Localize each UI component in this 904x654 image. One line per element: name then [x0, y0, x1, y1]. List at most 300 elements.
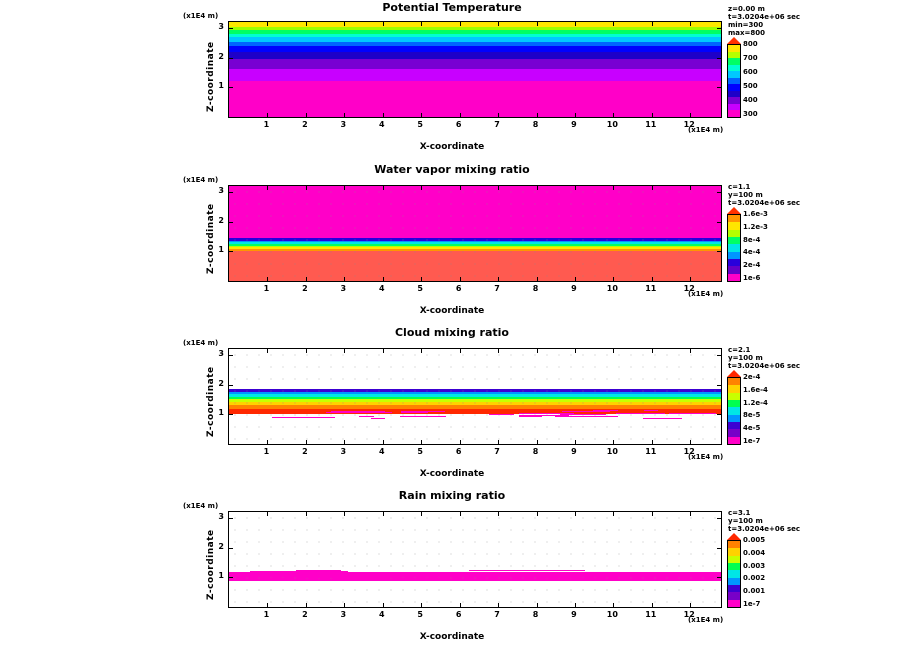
- x-tick-label: 7: [494, 447, 500, 456]
- x-tick-label: 8: [532, 120, 539, 129]
- x-tick-label: 3: [340, 447, 347, 456]
- x-tick-top: [306, 186, 307, 190]
- colorbar-top-arrow: [727, 533, 741, 540]
- x-tick: [537, 113, 538, 117]
- x-tick-label: 2: [302, 447, 308, 456]
- rain-contour-streak: [541, 577, 573, 578]
- y-tick-right: [717, 192, 721, 193]
- plot-area-1: [228, 21, 722, 118]
- x-tick: [690, 277, 691, 281]
- rain-contour-streak: [649, 579, 685, 580]
- panel-rain-mixing: [0, 488, 904, 654]
- contour-band: [229, 42, 721, 47]
- x-tick-label: 10: [606, 610, 618, 619]
- contour-streak: [519, 416, 542, 417]
- annotation-line: c=1.1: [728, 183, 751, 191]
- x-tick: [460, 113, 461, 117]
- annotation-line: max=800: [728, 29, 766, 37]
- x-tick-label: 5: [417, 120, 423, 129]
- y-tick-right: [717, 577, 721, 578]
- x-tick-label: 5: [417, 284, 423, 293]
- x-tick-top: [267, 512, 268, 516]
- x-tick-top: [613, 22, 614, 26]
- x-axis-label-4: X-coordinate: [419, 632, 485, 642]
- chart-title-2: Water vapor mixing ratio: [374, 163, 530, 176]
- x-tick-top: [344, 512, 345, 516]
- x-tick-top: [421, 349, 422, 353]
- x-tick-top: [460, 22, 461, 26]
- x-tick-label: 9: [571, 120, 577, 129]
- y-tick: [229, 577, 233, 578]
- rain-contour-streak: [361, 572, 405, 573]
- y-tick-label: 2: [218, 51, 224, 61]
- x-tick-label: 7: [494, 120, 500, 129]
- x-tick-top: [575, 349, 576, 353]
- rain-contour-streak: [278, 571, 304, 572]
- colorbar-tick-label: 500: [743, 82, 758, 90]
- x-tick-top: [575, 22, 576, 26]
- colorbar-top-arrow: [727, 37, 741, 44]
- x-tick-label: 11: [645, 610, 657, 619]
- x-tick-top: [537, 22, 538, 26]
- x-tick-top: [690, 186, 691, 190]
- x-tick-label: 3: [340, 120, 347, 129]
- x-tick-label: 9: [571, 610, 577, 619]
- x-tick-label: 11: [645, 447, 657, 456]
- annotation-line: t=3.0204e+06 sec: [728, 199, 801, 207]
- x-tick-label: 6: [455, 284, 462, 293]
- colorbar-tick-label: 1.2e-3: [743, 222, 768, 231]
- y-tick: [229, 414, 233, 415]
- x-tick-top: [498, 22, 499, 26]
- x-tick-top: [537, 512, 538, 516]
- colorbar-tick-label: 4e-4: [743, 248, 761, 257]
- y-tick-right: [717, 87, 721, 88]
- colorbar-tick-label: 700: [743, 54, 758, 62]
- contour-streak: [371, 418, 385, 419]
- y-tick-right: [717, 58, 721, 59]
- x-tick: [344, 440, 345, 444]
- chart-title-1: Potential Temperature: [382, 1, 522, 14]
- colorbar-tick-label: 8e-4: [743, 235, 761, 244]
- contour-streak: [489, 414, 514, 415]
- y-axis-label-2: Z-coordinate: [206, 203, 216, 274]
- x-tick: [267, 277, 268, 281]
- y-tick-label: 1: [218, 245, 224, 255]
- contour-streak: [593, 410, 618, 411]
- x-tick-label: 10: [606, 284, 618, 293]
- x-tick-top: [613, 186, 614, 190]
- y-tick-right: [717, 28, 721, 29]
- colorbar-tick-label: 1.6e-3: [743, 210, 768, 218]
- grid-dots: [229, 512, 721, 607]
- x-tick-top: [421, 22, 422, 26]
- rain-contour-streak: [525, 576, 574, 577]
- x-axis-label-3: X-coordinate: [419, 469, 485, 479]
- y-tick-right: [717, 518, 721, 519]
- contour-streak: [536, 413, 575, 414]
- contour-streak: [669, 413, 716, 414]
- y-tick-label: 3: [218, 348, 224, 358]
- grid-dots: [229, 186, 721, 281]
- rain-contour-streak: [340, 578, 387, 579]
- x-tick: [575, 113, 576, 117]
- x-tick-top: [344, 22, 345, 26]
- x-tick-label: 6: [455, 120, 462, 129]
- x-tick-top: [306, 349, 307, 353]
- x-tick: [613, 113, 614, 117]
- contour-streak: [643, 418, 682, 419]
- colorbar-3: [727, 377, 741, 445]
- y-unit-2: (x1E4 m): [183, 176, 219, 184]
- x-tick-label: 6: [455, 447, 462, 456]
- x-tick-label: 5: [417, 610, 423, 619]
- x-tick: [421, 603, 422, 607]
- colorbar-1: [727, 44, 741, 118]
- x-tick-top: [267, 186, 268, 190]
- x-tick-label: 1: [263, 120, 270, 129]
- x-tick: [575, 603, 576, 607]
- x-tick-top: [460, 186, 461, 190]
- annotation-line: y=100 m: [728, 191, 763, 199]
- rain-contour-streak: [253, 571, 277, 572]
- colorbar-4: [727, 540, 741, 608]
- x-tick: [267, 440, 268, 444]
- y-tick-label: 1: [218, 408, 224, 418]
- x-tick-top: [498, 349, 499, 353]
- colorbar-top-arrow: [727, 370, 741, 377]
- y-tick-right: [717, 355, 721, 356]
- y-tick-right: [717, 385, 721, 386]
- x-tick: [460, 440, 461, 444]
- colorbar-tick-label: 0.002: [743, 574, 766, 583]
- x-tick: [421, 440, 422, 444]
- x-tick-top: [383, 512, 384, 516]
- colorbar-tick-label: 1e-7: [743, 600, 761, 608]
- colorbar-tick-label: 600: [743, 68, 758, 76]
- x-tick-top: [460, 349, 461, 353]
- x-tick-label: 12: [683, 610, 695, 619]
- rain-contour-streak: [317, 579, 343, 580]
- y-tick-right: [717, 414, 721, 415]
- y-tick-label: 3: [218, 21, 224, 31]
- x-tick: [537, 277, 538, 281]
- y-tick: [229, 192, 233, 193]
- panel-water-vapor: [0, 162, 904, 324]
- y-tick-right: [717, 251, 721, 252]
- contour-streak: [401, 411, 446, 412]
- x-tick-label: 7: [494, 610, 500, 619]
- contour-streak: [616, 413, 665, 414]
- y-tick-right: [717, 222, 721, 223]
- x-unit-3: (x1E4 m): [688, 453, 724, 461]
- contour-streak: [359, 416, 374, 417]
- x-tick: [383, 277, 384, 281]
- y-unit-1: (x1E4 m): [183, 12, 219, 20]
- x-tick-top: [613, 512, 614, 516]
- x-tick: [613, 603, 614, 607]
- x-tick-top: [306, 512, 307, 516]
- x-tick: [460, 603, 461, 607]
- colorbar-annotation: [728, 346, 800, 370]
- colorbar-annotation: [728, 5, 800, 37]
- colorbar-tick-label: 300: [743, 110, 758, 118]
- x-tick: [652, 113, 653, 117]
- x-tick: [306, 603, 307, 607]
- colorbar-tick-label: 4e-5: [743, 424, 761, 433]
- x-tick: [498, 277, 499, 281]
- x-tick: [690, 113, 691, 117]
- rain-contour-streak: [361, 574, 386, 575]
- x-tick-label: 2: [302, 284, 308, 293]
- x-tick-label: 4: [378, 284, 385, 293]
- x-tick-top: [575, 186, 576, 190]
- y-axis-label-3: Z-coordinate: [206, 366, 216, 437]
- x-tick-label: 8: [532, 610, 539, 619]
- x-axis-label-2: X-coordinate: [419, 306, 485, 316]
- x-tick: [267, 113, 268, 117]
- x-unit-1: (x1E4 m): [688, 126, 724, 134]
- x-tick: [460, 277, 461, 281]
- x-tick: [652, 603, 653, 607]
- y-tick: [229, 58, 233, 59]
- y-tick-label: 3: [218, 185, 224, 195]
- colorbar-tick-label: 1e-6: [743, 274, 761, 282]
- y-tick-label: 3: [218, 511, 224, 521]
- x-tick-top: [460, 512, 461, 516]
- colorbar-top-arrow: [727, 207, 741, 214]
- contour-band: [229, 46, 721, 52]
- colorbar-tick-label: 0.005: [743, 536, 766, 544]
- x-tick-label: 10: [606, 447, 618, 456]
- x-tick: [690, 440, 691, 444]
- colorbar-tick-label: 0.003: [743, 561, 766, 570]
- contour-streak: [272, 417, 308, 418]
- annotation-line: t=3.0204e+06 sec: [728, 525, 801, 533]
- contour-band: [229, 34, 721, 38]
- x-tick-label: 9: [571, 284, 577, 293]
- annotation-line: c=3.1: [728, 509, 751, 517]
- x-tick-top: [344, 349, 345, 353]
- x-tick: [575, 440, 576, 444]
- x-tick-top: [267, 349, 268, 353]
- x-tick-label: 8: [532, 447, 539, 456]
- colorbar-tick-label: 2e-4: [743, 373, 761, 381]
- x-tick: [306, 440, 307, 444]
- x-tick: [383, 440, 384, 444]
- contour-band: [229, 27, 721, 30]
- y-tick-label: 1: [218, 571, 224, 581]
- x-tick-label: 9: [571, 447, 577, 456]
- x-tick-label: 1: [263, 610, 270, 619]
- contour-streak: [348, 412, 392, 413]
- colorbar-annotation: [728, 183, 800, 207]
- y-tick: [229, 518, 233, 519]
- y-tick: [229, 251, 233, 252]
- y-tick: [229, 28, 233, 29]
- rain-contour-streak: [266, 578, 289, 579]
- colorbar-tick-label: 2e-4: [743, 261, 761, 270]
- x-tick-top: [652, 186, 653, 190]
- y-tick: [229, 355, 233, 356]
- x-tick: [537, 440, 538, 444]
- x-tick-top: [267, 22, 268, 26]
- y-tick-label: 2: [218, 215, 224, 225]
- x-tick-label: 6: [455, 610, 462, 619]
- x-axis-label-1: X-coordinate: [419, 142, 485, 152]
- x-tick-top: [690, 22, 691, 26]
- contour-streak: [644, 410, 658, 411]
- x-tick-label: 11: [645, 284, 657, 293]
- contour-streak: [401, 412, 428, 413]
- colorbar-segment: [728, 437, 740, 445]
- rain-contour-streak: [305, 574, 341, 575]
- x-tick-label: 4: [378, 447, 385, 456]
- contour-band: [229, 81, 721, 117]
- x-tick: [498, 603, 499, 607]
- x-tick: [383, 113, 384, 117]
- x-tick: [575, 277, 576, 281]
- x-tick: [383, 603, 384, 607]
- x-tick-top: [383, 186, 384, 190]
- x-tick-label: 8: [532, 284, 539, 293]
- contour-band: [229, 69, 721, 81]
- x-tick: [267, 603, 268, 607]
- x-tick-label: 4: [378, 610, 385, 619]
- rain-contour-streak: [622, 575, 677, 576]
- y-tick: [229, 87, 233, 88]
- colorbar-tick-label: 800: [743, 40, 758, 48]
- colorbar-segment: [728, 110, 740, 117]
- x-tick-label: 4: [378, 120, 385, 129]
- annotation-line: z=0.00 m: [728, 5, 765, 13]
- x-tick-label: 5: [417, 447, 423, 456]
- contour-band: [229, 30, 721, 34]
- x-tick-top: [652, 512, 653, 516]
- x-tick-label: 12: [683, 120, 695, 129]
- x-tick-top: [344, 186, 345, 190]
- x-tick-top: [652, 22, 653, 26]
- colorbar-tick-label: 1e-7: [743, 437, 761, 445]
- y-tick-label: 2: [218, 541, 224, 551]
- x-tick-label: 12: [683, 284, 695, 293]
- y-tick: [229, 222, 233, 223]
- x-tick: [344, 113, 345, 117]
- contour-band: [229, 22, 721, 27]
- y-tick: [229, 385, 233, 386]
- x-tick-label: 1: [263, 284, 270, 293]
- grid-dots: [229, 349, 721, 444]
- x-unit-4: (x1E4 m): [688, 616, 724, 624]
- rain-contour-streak: [534, 570, 585, 571]
- x-tick: [652, 277, 653, 281]
- annotation-line: min=300: [728, 21, 764, 29]
- contour-streak: [400, 416, 446, 417]
- colorbar-tick-label: 1.6e-4: [743, 385, 768, 394]
- annotation-line: c=2.1: [728, 346, 751, 354]
- panel-potential-temperature: [0, 0, 904, 160]
- x-tick: [421, 277, 422, 281]
- x-unit-2: (x1E4 m): [688, 290, 724, 298]
- contour-band: [229, 37, 721, 41]
- contour-streak: [583, 416, 618, 417]
- colorbar-2: [727, 214, 741, 282]
- y-axis-label-1: Z-coordinate: [206, 41, 216, 112]
- x-tick: [306, 277, 307, 281]
- x-tick: [344, 603, 345, 607]
- x-tick: [498, 440, 499, 444]
- x-tick-top: [306, 22, 307, 26]
- y-axis-label-4: Z-coordinate: [206, 529, 216, 600]
- x-tick: [421, 113, 422, 117]
- rain-contour-streak: [366, 575, 418, 576]
- x-tick-top: [537, 186, 538, 190]
- colorbar-segment: [728, 600, 740, 608]
- y-tick-label: 2: [218, 378, 224, 388]
- x-tick-top: [383, 22, 384, 26]
- colorbar-tick-label: 8e-5: [743, 411, 761, 420]
- x-tick-top: [690, 349, 691, 353]
- annotation-line: y=100 m: [728, 517, 763, 525]
- x-tick-label: 3: [340, 610, 347, 619]
- x-tick-label: 1: [263, 447, 270, 456]
- colorbar-tick-label: 0.001: [743, 587, 766, 596]
- x-tick: [613, 440, 614, 444]
- chart-title-4: Rain mixing ratio: [398, 489, 506, 502]
- contour-band: [229, 59, 721, 69]
- y-tick-right: [717, 548, 721, 549]
- rain-contour-streak: [411, 573, 468, 574]
- plot-area-2: [228, 185, 722, 282]
- rain-contour-streak: [621, 572, 658, 573]
- colorbar-tick-label: 400: [743, 96, 758, 104]
- chart-title-3: Cloud mixing ratio: [394, 326, 509, 339]
- x-tick-label: 2: [302, 610, 308, 619]
- x-tick-top: [383, 349, 384, 353]
- y-unit-4: (x1E4 m): [183, 502, 219, 510]
- x-tick-label: 7: [494, 284, 500, 293]
- x-tick: [498, 113, 499, 117]
- x-tick-label: 2: [302, 120, 308, 129]
- x-tick: [690, 603, 691, 607]
- x-tick-top: [690, 512, 691, 516]
- x-tick-top: [613, 349, 614, 353]
- y-tick-label: 1: [218, 81, 224, 91]
- x-tick-top: [498, 512, 499, 516]
- annotation-line: t=3.0204e+06 sec: [728, 362, 801, 370]
- y-tick: [229, 548, 233, 549]
- rain-contour-streak: [469, 570, 531, 571]
- colorbar-tick-label: 1.2e-4: [743, 398, 768, 407]
- plot-area-3: [228, 348, 722, 445]
- x-tick-top: [421, 186, 422, 190]
- x-tick: [652, 440, 653, 444]
- x-tick-label: 10: [606, 120, 618, 129]
- x-tick: [613, 277, 614, 281]
- x-tick-top: [537, 349, 538, 353]
- x-tick-top: [575, 512, 576, 516]
- rain-contour-streak: [571, 578, 602, 579]
- colorbar-segment: [728, 274, 740, 282]
- plot-area-4: [228, 511, 722, 608]
- contour-band: [229, 52, 721, 59]
- x-tick-top: [652, 349, 653, 353]
- x-tick-top: [498, 186, 499, 190]
- x-tick: [306, 113, 307, 117]
- colorbar-tick-label: 0.004: [743, 548, 766, 557]
- annotation-line: y=100 m: [728, 354, 763, 362]
- x-tick-label: 12: [683, 447, 695, 456]
